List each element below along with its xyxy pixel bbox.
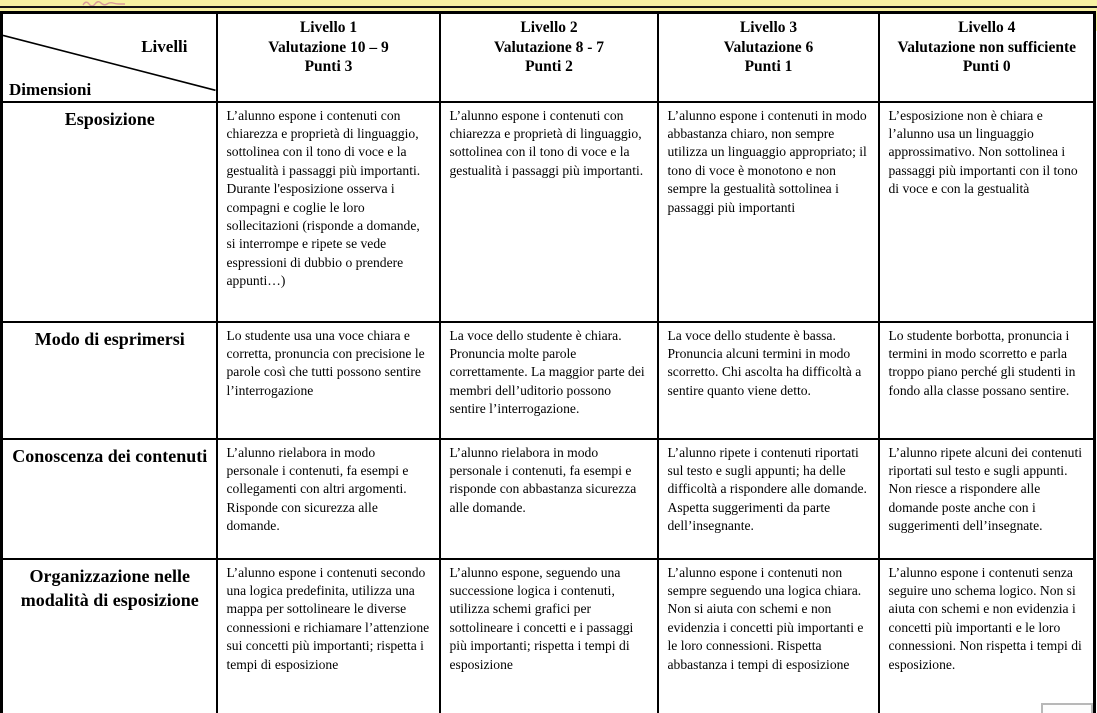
level-valutazione: Valutazione 8 - 7 <box>493 38 605 56</box>
header-cell-livello-2 <box>440 13 658 102</box>
level-title: Livello 1 <box>299 19 358 36</box>
rubric-cell: L’alunno espone i contenuti non sempre seguendo una logica chiara. Non si aiuta con schemi e non evidenzia i concetti più importanti e le loro connessioni. Rispetta abbastanza i tempi di esposizione <box>658 559 879 713</box>
rubric-cell: L’alunno espone i contenuti senza seguire uno schema logico. Non si aiuta con schemi e non evidenzia i concetti più importanti e le loro connessioni. Non rispetta i tempi di esposizione. <box>879 559 1095 713</box>
highlight-strip <box>0 0 1097 11</box>
rubric-cell: Lo studente borbotta, pronuncia i termini in modo scorretto e parla troppo piano perché gli studenti in fondo alla classe possano sentire. <box>879 322 1095 439</box>
level-punti: Punti 3 <box>304 58 353 75</box>
table-row-modo-di-esprimersi <box>2 322 1095 439</box>
header-cell-livello-4 <box>879 13 1095 102</box>
level-title: Livello 4 <box>958 19 1016 36</box>
row-label-conoscenza-dei-contenuti: Conoscenza dei contenuti <box>2 439 217 559</box>
strip-divider <box>0 6 1097 8</box>
rubric-cell: L’alunno espone i contenuti in modo abbastanza chiaro, non sempre utilizza un linguaggio appropriato; il tono di voce è monotono e non sempre la gestualità sottolinea i passaggi più importanti <box>658 102 879 322</box>
row-label-esposizione: Esposizione <box>2 102 217 322</box>
table-row-organizzazione <box>2 559 1095 713</box>
rubric-cell: La voce dello studente è chiara. Pronuncia molte parole correttamente. La maggior parte dei membri dell’uditorio possono sentire l’interrogazione. <box>440 322 658 439</box>
table-row-conoscenza-dei-contenuti <box>2 439 1095 559</box>
rubric-table <box>0 11 1096 713</box>
level-valutazione: Valutazione 10 – 9 <box>268 38 389 56</box>
rubric-cell: L’alunno espone, seguendo una successione logica i contenuti, utilizza schemi grafici per sottolineare i concetti e i passaggi più importanti; rispetta i tempi di esposizione <box>440 559 658 713</box>
rubric-cell: L’alunno ripete alcuni dei contenuti riportati sul testo e sugli appunti. Non riesce a rispondere alle domande poste anche con i suggerimenti dell’insegnate. <box>879 439 1095 559</box>
level-title: Livello 2 <box>520 19 578 36</box>
rubric-cell: La voce dello studente è bassa. Pronuncia alcuni termini in modo scorretto. Chi ascolta ha difficoltà a sentire quanto viene detto. <box>658 322 879 439</box>
rubric-cell: Lo studente usa una voce chiara e corretta, pronuncia con precisione le parole così che tutti possono sentire l’interrogazione <box>217 322 440 439</box>
rubric-cell: L’alunno rielabora in modo personale i contenuti, fa esempi e collegamenti con altri argomenti. Risponde con sicurezza alle domande. <box>217 439 440 559</box>
level-title: Livello 3 <box>739 19 798 36</box>
corner-cell <box>2 13 217 102</box>
level-punti: Punti 1 <box>744 58 793 75</box>
level-punti: Punti 2 <box>525 58 573 75</box>
header-cell-livello-3 <box>658 13 879 102</box>
level-valutazione: Valutazione 6 <box>723 38 814 56</box>
table-row-esposizione <box>2 102 1095 322</box>
row-label-modo-di-esprimersi: Modo di esprimersi <box>2 322 217 439</box>
rubric-cell: L’esposizione non è chiara e l’alunno usa un linguaggio approssimativo. Non sottolinea i passaggi più importanti con il tono di voce e con la gestualità <box>879 102 1095 322</box>
rubric-cell: L’alunno espone i contenuti secondo una logica predefinita, utilizza una mappa per sottolineare le diverse connessioni e richiamare l’attenzione sui concetti più importanti; rispetta i tempi di esposizione <box>217 559 440 713</box>
level-punti: Punti 0 <box>962 58 1011 75</box>
header-row <box>2 13 1095 102</box>
rubric-cell: L’alunno rielabora in modo personale i contenuti, fa esempi e risponde con abbastanza sicurezza alle domande. <box>440 439 658 559</box>
corner-label-livelli: Livelli <box>141 37 188 56</box>
rubric-cell: L’alunno espone i contenuti con chiarezza e proprietà di linguaggio, sottolinea con il tono di voce e la gestualità i passaggi più importanti. <box>440 102 658 322</box>
header-cell-livello-1 <box>217 13 440 102</box>
level-valutazione: Valutazione non sufficiente <box>897 38 1077 56</box>
rubric-cell: L’alunno ripete i contenuti riportati sul testo e sugli appunti; ha delle difficoltà a rispondere alle domande. Aspetta suggerimenti da parte dell’insegnante. <box>658 439 879 559</box>
floating-box-fragment <box>1041 703 1093 713</box>
row-label-organizzazione: Organizzazione nelle modalità di esposizione <box>2 559 217 713</box>
corner-label-dimensioni: Dimensioni <box>9 79 92 99</box>
rubric-cell: L’alunno espone i contenuti con chiarezza e proprietà di linguaggio, sottolinea con il tono di voce e la gestualità i passaggi più importanti. Durante l'esposizione osserva i compagni e coglie le loro sollecitazioni (risponde a domande, si interrompe e ripete se vede espressioni di dubbio o prendere appunti…) <box>217 102 440 322</box>
